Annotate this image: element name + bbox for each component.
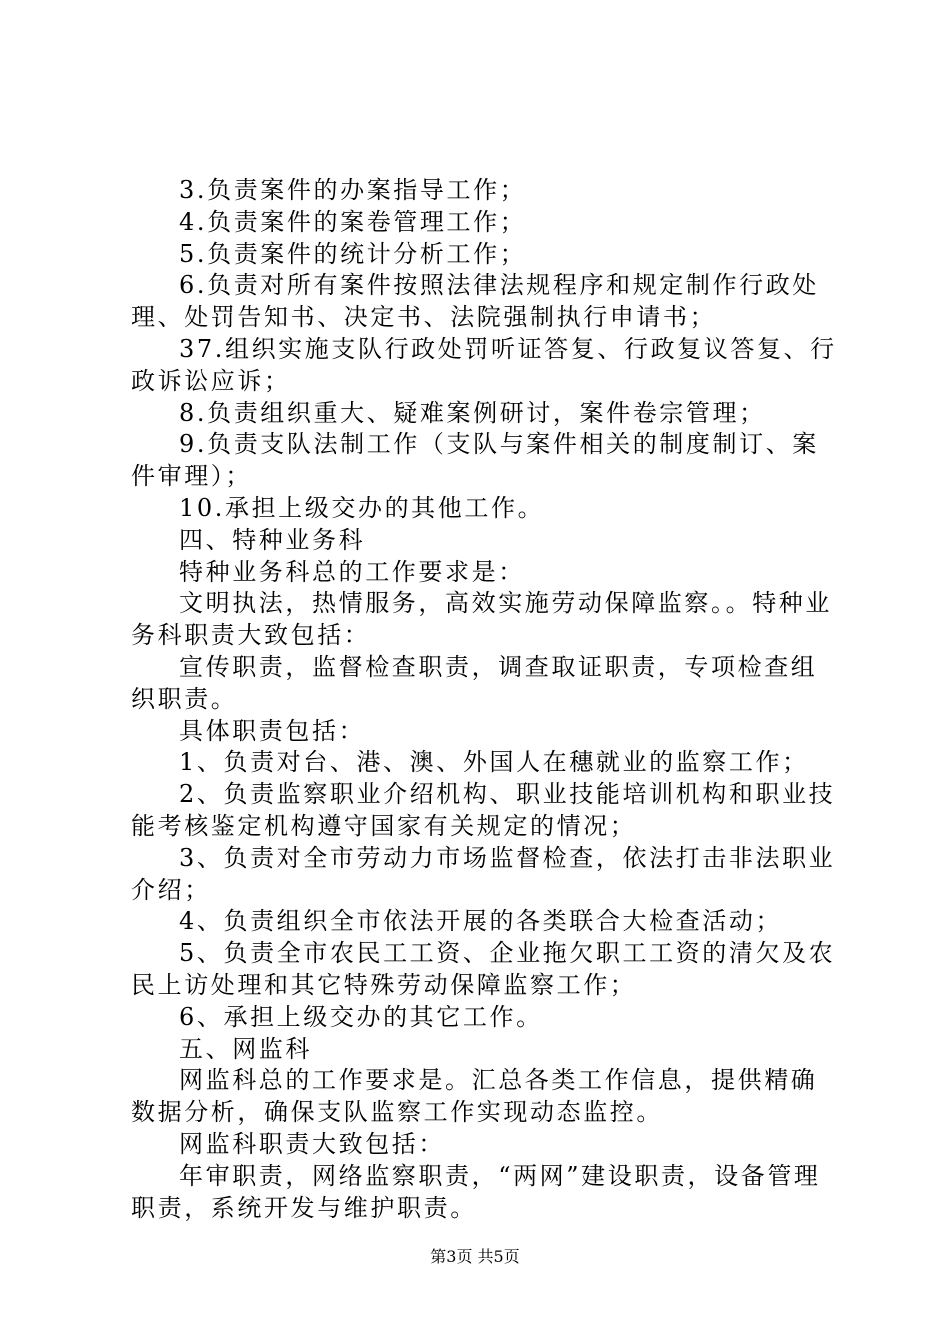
- paragraph-network-duties-summary: 年审职责，网络监察职责，“两网”建设职责，设备管理职责，系统开发与维护职责。: [131, 1161, 821, 1222]
- paragraph-duty-3: 3、负责对全市劳动力市场监督检查，依法打击非法职业介绍；: [131, 843, 836, 904]
- paragraph-duty-5: 5、负责全市农民工工资、企业拖欠职工工资的清欠及农民上访处理和其它特殊劳动保障监察工作；: [131, 939, 836, 999]
- section-heading-special-business: 四、特种业务科: [179, 525, 366, 554]
- paragraph-item-6: 6.负责对所有案件按照法律法规程序和规定制作行政处理、处罚告知书、决定书、法院强制执行申请书；: [131, 271, 819, 332]
- paragraph-item-3: 3.负责案件的办案指导工作；: [179, 176, 527, 204]
- paragraph-item-5: 5.负责案件的统计分析工作；: [179, 239, 527, 268]
- paragraph-network-requirements: 网监科总的工作要求是。汇总各类工作信息，提供精确数据分析，确保支队监察工作实现动态监控。: [131, 1066, 818, 1127]
- paragraph-item-10: 10.承担上级交办的其他工作。: [179, 493, 545, 522]
- section-heading-network-supervision: 五、网监科: [179, 1034, 312, 1063]
- page-footer: [0, 1244, 950, 1267]
- paragraph-special-requirements-intro: 特种业务科总的工作要求是：: [179, 557, 525, 586]
- paragraph-network-duties-intro: 网监科职责大致包括：: [179, 1129, 445, 1158]
- paragraph-item-8: 8.负责组织重大、疑难案例研讨，案件卷宗管理；: [179, 398, 766, 427]
- paragraph-item-4: 4.负责案件的案卷管理工作；: [179, 207, 527, 236]
- paragraph-duty-2: 2、负责监察职业介绍机构、职业技能培训机构和职业技能考核鉴定机构遵守国家有关规定的情况；: [131, 780, 836, 840]
- paragraph-duty-4: 4、负责组织全市依法开展的各类联合大检查活动；: [179, 907, 783, 936]
- paragraph-specific-duties-intro: 具体职责包括：: [179, 716, 366, 745]
- document-body: [131, 175, 841, 1224]
- paragraph-duty-6: 6、承担上级交办的其它工作。: [179, 1002, 543, 1031]
- paragraph-duty-1: 1、负责对台、港、澳、外国人在穗就业的监察工作；: [179, 748, 809, 777]
- paragraph-special-duties-summary: 宣传职责，监督检查职责，调查取证职责，专项检查组织职责。: [131, 652, 818, 713]
- paragraph-item-37: 37.组织实施支队行政处罚听证答复、行政复议答复、行政诉讼应诉；: [131, 334, 837, 395]
- page-indicator: 第3页 共5页: [430, 1247, 520, 1266]
- paragraph-item-9: 9.负责支队法制工作（支队与案件相关的制度制订、案件审理）；: [131, 430, 819, 491]
- paragraph-special-requirements: 文明执法，热情服务，高效实施劳动保障监察。。特种业务科职责大致包括：: [131, 589, 832, 650]
